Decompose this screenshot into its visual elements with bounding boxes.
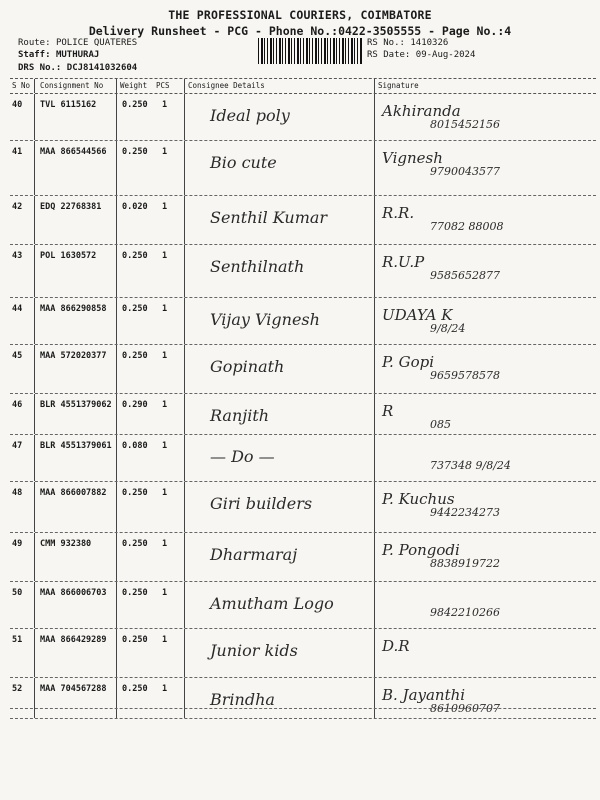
runsheet-title: THE PROFESSIONAL COURIERS, COIMBATORE xyxy=(168,8,432,22)
table-row xyxy=(10,94,596,141)
row-sno: 50 xyxy=(12,588,23,598)
row-signature-handwriting: P. Kuchus xyxy=(382,490,455,508)
row-signature-phone: 9659578578 xyxy=(430,369,500,382)
row-signature-handwriting: P. Gopi xyxy=(382,353,435,371)
row-signature-phone: 8838919722 xyxy=(430,557,500,570)
row-consignee-handwriting: Amutham Logo xyxy=(210,594,334,613)
row-sno: 41 xyxy=(12,147,23,157)
column-consignment: Consignment No xyxy=(40,81,104,90)
row-weight: 0.020 xyxy=(122,202,148,212)
row-consignee-handwriting: Bio cute xyxy=(210,153,277,172)
row-consignee-handwriting: Ranjith xyxy=(210,406,270,425)
rs-date-line xyxy=(367,50,475,60)
row-sno: 49 xyxy=(12,539,23,549)
row-consignment-no: MAA 704567288 xyxy=(40,684,107,694)
table-row xyxy=(10,435,596,482)
row-pcs: 1 xyxy=(162,441,168,451)
row-signature-phone: 737348 9/8/24 xyxy=(430,459,511,472)
row-sno: 51 xyxy=(12,635,23,645)
row-weight: 0.250 xyxy=(122,684,148,694)
row-signature-handwriting: R.R. xyxy=(382,204,415,222)
row-consignment-no: MAA 866006703 xyxy=(40,588,107,598)
row-pcs: 1 xyxy=(162,304,168,314)
row-consignment-no: POL 1630572 xyxy=(40,251,97,261)
row-sno: 44 xyxy=(12,304,23,314)
row-signature-handwriting: P. Pongodi xyxy=(382,541,460,559)
rs-no-value: 1410326 xyxy=(410,38,449,48)
row-signature-handwriting: Vignesh xyxy=(382,149,443,167)
row-signature-handwriting: B. Jayanthi xyxy=(382,686,466,704)
bottom-divider xyxy=(10,708,596,709)
row-signature-phone: 9842210266 xyxy=(430,606,500,619)
row-pcs: 1 xyxy=(162,539,168,549)
row-signature-phone: 9790043577 xyxy=(430,165,500,178)
staff-line xyxy=(18,50,99,60)
row-weight: 0.290 xyxy=(122,400,148,410)
row-signature-handwriting: R.U.P xyxy=(382,253,425,271)
column-header-row xyxy=(10,78,596,94)
table-row xyxy=(10,629,596,678)
row-consignee-handwriting: — Do — xyxy=(210,447,275,466)
row-signature-phone: 9/8/24 xyxy=(430,322,466,335)
row-sno: 47 xyxy=(12,441,23,451)
table-row xyxy=(10,141,596,196)
row-consignee-handwriting: Gopinath xyxy=(210,357,285,376)
row-consignee-handwriting: Ideal poly xyxy=(210,106,290,125)
row-signature-phone: 085 xyxy=(430,418,451,431)
table-body xyxy=(10,94,596,719)
column-pcs: PCS xyxy=(156,81,170,90)
row-pcs: 1 xyxy=(162,147,168,157)
row-signature-handwriting: UDAYA K xyxy=(382,306,453,324)
row-consignment-no: MAA 866290858 xyxy=(40,304,107,314)
route-label: Route: xyxy=(18,38,51,48)
row-signature-phone: 9442234273 xyxy=(430,506,500,519)
row-pcs: 1 xyxy=(162,400,168,410)
row-weight: 0.250 xyxy=(122,100,148,110)
staff-label: Staff: xyxy=(18,50,51,60)
row-signature-handwriting: D.R xyxy=(382,637,410,655)
row-consignment-no: EDQ 22768381 xyxy=(40,202,102,212)
row-consignee-handwriting: Dharmaraj xyxy=(210,545,298,564)
drs-line xyxy=(18,63,137,73)
row-weight: 0.250 xyxy=(122,147,148,157)
row-consignment-no: BLR 4551379061 xyxy=(40,441,112,451)
table-row xyxy=(10,394,596,435)
row-sno: 52 xyxy=(12,684,23,694)
row-consignee-handwriting: Senthil Kumar xyxy=(210,208,328,227)
row-consignee-handwriting: Junior kids xyxy=(210,641,298,660)
runsheet-table xyxy=(10,78,596,719)
row-weight: 0.250 xyxy=(122,635,148,645)
row-pcs: 1 xyxy=(162,684,168,694)
row-weight: 0.250 xyxy=(122,304,148,314)
table-row xyxy=(10,298,596,345)
table-row xyxy=(10,482,596,533)
row-signature-phone: 9585652877 xyxy=(430,269,500,282)
table-row xyxy=(10,582,596,629)
row-signature-phone: 8015452156 xyxy=(430,118,500,131)
table-row xyxy=(10,345,596,394)
rs-date-label: RS Date: xyxy=(367,50,411,60)
row-consignment-no: MAA 866429289 xyxy=(40,635,107,645)
rs-no-label: RS No.: xyxy=(367,38,405,48)
row-consignment-no: MAA 866544566 xyxy=(40,147,107,157)
column-weight: Weight xyxy=(120,81,148,90)
table-row xyxy=(10,533,596,582)
row-signature-handwriting: R xyxy=(382,402,394,420)
drs-value: DCJ8141032604 xyxy=(66,63,138,73)
column-sno: S No xyxy=(12,81,31,90)
row-pcs: 1 xyxy=(162,351,168,361)
runsheet-subtitle: Delivery Runsheet - PCG - Phone No.:0422-3505555 - Page No.:4 xyxy=(88,24,512,38)
column-signature: Signature xyxy=(378,81,419,90)
table-row xyxy=(10,196,596,245)
row-pcs: 1 xyxy=(162,488,168,498)
route-line xyxy=(18,38,137,48)
row-consignment-no: CMM 932380 xyxy=(40,539,92,549)
row-weight: 0.250 xyxy=(122,351,148,361)
row-pcs: 1 xyxy=(162,251,168,261)
row-pcs: 1 xyxy=(162,635,168,645)
rs-no-line xyxy=(367,38,448,48)
staff-value: MUTHURAJ xyxy=(55,50,100,60)
row-pcs: 1 xyxy=(162,588,168,598)
row-sno: 40 xyxy=(12,100,23,110)
route-value: POLICE QUATERES xyxy=(55,38,138,48)
row-signature-phone: 77082 88008 xyxy=(430,220,504,233)
row-pcs: 1 xyxy=(162,100,168,110)
row-consignee-handwriting: Giri builders xyxy=(210,494,313,513)
row-consignee-handwriting: Senthilnath xyxy=(210,257,305,276)
row-consignment-no: BLR 4551379062 xyxy=(40,400,112,410)
row-pcs: 1 xyxy=(162,202,168,212)
row-sno: 42 xyxy=(12,202,23,212)
row-sno: 43 xyxy=(12,251,23,261)
row-weight: 0.250 xyxy=(122,251,148,261)
row-sno: 48 xyxy=(12,488,23,498)
table-row xyxy=(10,245,596,298)
row-weight: 0.080 xyxy=(122,441,148,451)
table-row xyxy=(10,678,596,719)
column-consignee: Consignee Details xyxy=(188,81,265,90)
row-consignee-handwriting: Vijay Vignesh xyxy=(210,310,320,329)
row-consignment-no: TVL 6115162 xyxy=(40,100,97,110)
rs-date-value: 09-Aug-2024 xyxy=(415,50,476,60)
row-consignment-no: MAA 572020377 xyxy=(40,351,107,361)
row-consignment-no: MAA 866007882 xyxy=(40,488,107,498)
drs-label: DRS No.: xyxy=(18,63,62,73)
barcode xyxy=(258,38,362,64)
row-sno: 46 xyxy=(12,400,23,410)
row-signature-phone: 8610960707 xyxy=(430,702,500,715)
row-sno: 45 xyxy=(12,351,23,361)
row-weight: 0.250 xyxy=(122,488,148,498)
row-consignee-handwriting: Brindha xyxy=(210,690,275,709)
row-weight: 0.250 xyxy=(122,539,148,549)
row-weight: 0.250 xyxy=(122,588,148,598)
row-signature-handwriting: Akhiranda xyxy=(382,102,461,120)
